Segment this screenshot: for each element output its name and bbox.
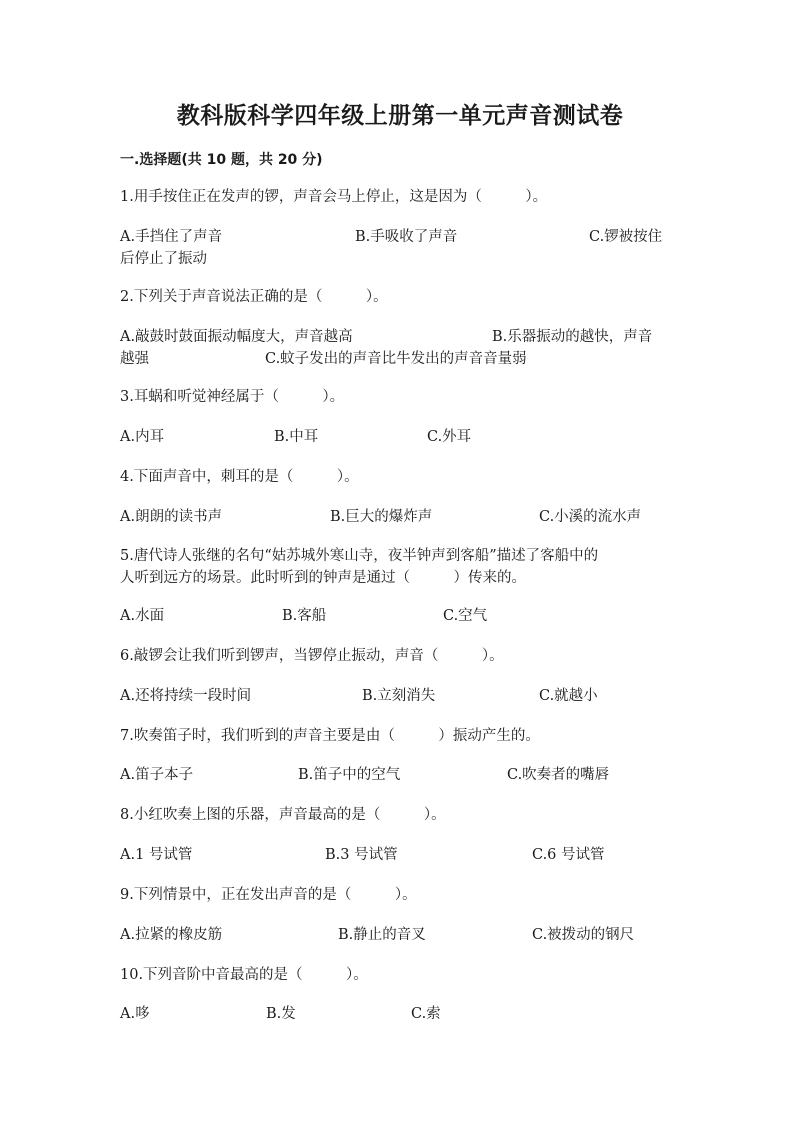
question-stem-4: 4.下面声音中，刺耳的是（ ）。 [120,469,359,485]
option-b: B.笛子中的空气 [298,767,401,783]
option-c: C.6 号试管 [532,847,605,863]
option-a: A.还将持续一段时间 [120,688,252,704]
option-b: B.发 [266,1006,296,1022]
page-title: 教科版科学四年级上册第一单元声音测试卷 [176,103,624,129]
option-a: A.笛子本子 [120,767,194,783]
option-a: A.水面 [120,608,165,624]
option-a: A.手挡住了声音 [120,229,223,245]
option-a: A.内耳 [120,429,165,445]
option-b-continued: 越强 [120,351,149,367]
option-b: B.手吸收了声音 [355,229,458,245]
option-b: B.巨大的爆炸声 [330,509,433,525]
option-b: B.3 号试管 [325,847,398,863]
question-stem-5-line2: 人听到远方的场景。此时听到的钟声是通过（ ）传来的。 [120,570,526,586]
question-stem-2: 2.下列关于声音说法正确的是（ ）。 [120,289,388,305]
option-a: A.1 号试管 [120,847,193,863]
option-c: C.吹奏者的嘴唇 [507,767,610,783]
question-stem-5: 5.唐代诗人张继的名句“姑苏城外寒山寺，夜半钟声到客船”描述了客船中的 [120,548,599,564]
question-stem-9: 9.下列情景中，正在发出声音的是（ ）。 [120,887,417,903]
option-a: A.朗朗的读书声 [120,509,223,525]
option-c: C.小溪的流水声 [539,509,642,525]
option-c: C.锣被按住 [589,229,663,245]
question-stem-7: 7.吹奏笛子时，我们听到的声音主要是由（ ）振动产生的。 [120,728,540,744]
option-c: C.空气 [443,608,488,624]
option-b: B.静止的音叉 [338,927,426,943]
question-stem-1: 1.用手按住正在发声的锣，声音会马上停止，这是因为（ ）。 [120,189,548,205]
option-c: C.外耳 [427,429,472,445]
option-c: C.蚊子发出的声音比牛发出的声音音量弱 [265,351,527,367]
section-heading: 一.选择题(共 10 题，共 20 分) [120,152,323,168]
option-c: C.被拨动的钢尺 [532,927,635,943]
option-c-continued: 后停止了振动 [120,251,207,267]
option-a: A.拉紧的橡皮筋 [120,927,223,943]
option-a: A.敲鼓时鼓面振动幅度大，声音越高 [120,329,353,345]
option-c: C.索 [411,1006,441,1022]
option-b: B.立刻消失 [362,688,436,704]
option-c: C.就越小 [539,688,598,704]
question-stem-10: 10.下列音阶中音最高的是（ ）。 [120,967,368,983]
question-stem-6: 6.敲锣会让我们听到锣声，当锣停止振动，声音（ ）。 [120,648,504,664]
option-a: A.哆 [120,1006,150,1022]
question-stem-3: 3.耳蜗和听觉神经属于（ ）。 [120,389,345,405]
option-b: B.客船 [282,608,327,624]
question-stem-8: 8.小红吹奏上图的乐器，声音最高的是（ ）。 [120,807,446,823]
option-b: B.乐器振动的越快，声音 [492,329,653,345]
option-b: B.中耳 [274,429,319,445]
